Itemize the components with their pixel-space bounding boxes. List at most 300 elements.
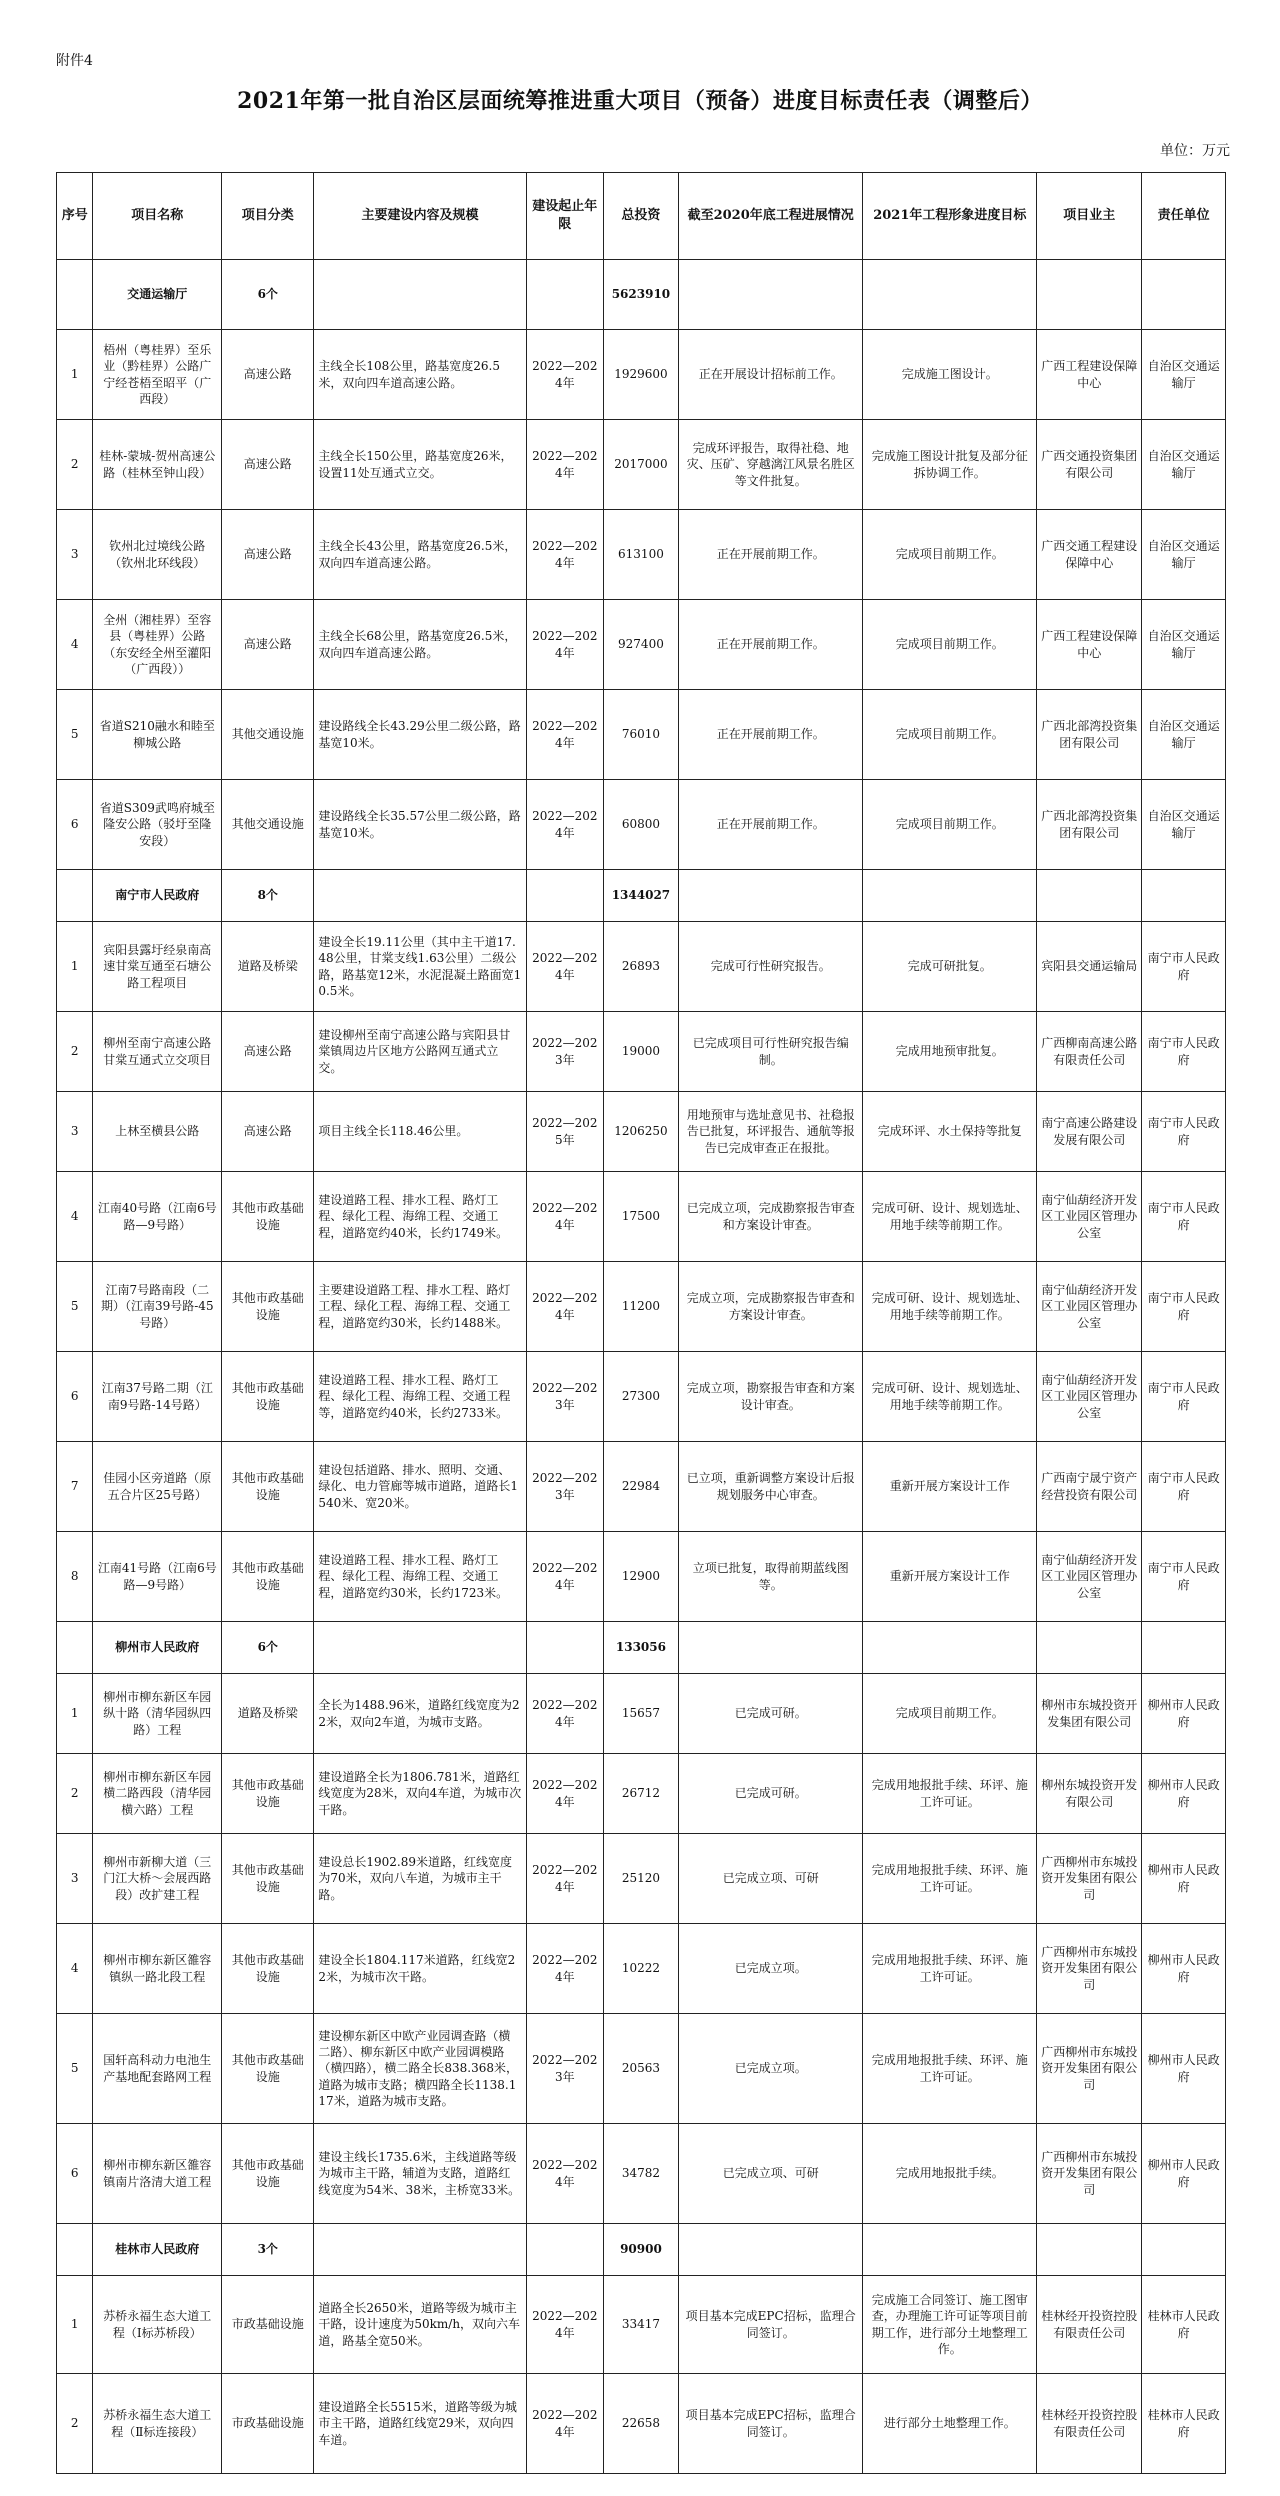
project-content: 主要建设道路工程、排水工程、路灯工程、绿化工程、海绵工程、交通工程，道路宽约30米，长约1488米。 bbox=[314, 1262, 526, 1352]
section-spacer bbox=[57, 2224, 93, 2276]
row-number: 4 bbox=[57, 600, 93, 690]
project-investment: 15657 bbox=[603, 1674, 678, 1754]
project-category: 其他市政基础设施 bbox=[222, 2124, 314, 2224]
project-category: 其他市政基础设施 bbox=[222, 1442, 314, 1532]
table-row bbox=[57, 1012, 1226, 1092]
table-row bbox=[57, 330, 1226, 420]
section-total: 133056 bbox=[603, 1622, 678, 1674]
project-target: 完成用地预审批复。 bbox=[863, 1012, 1037, 1092]
section-spacer bbox=[314, 260, 526, 330]
project-years: 2022—2023年 bbox=[526, 2014, 603, 2124]
project-content: 建设包括道路、排水、照明、交通、绿化、电力管廊等城市道路，道路长1540米、宽20米。 bbox=[314, 1442, 526, 1532]
table-body bbox=[57, 260, 1226, 2474]
project-progress: 已完成可研。 bbox=[678, 1754, 862, 1834]
responsible-unit: 自治区交通运输厅 bbox=[1142, 510, 1226, 600]
project-years: 2022—2024年 bbox=[526, 1754, 603, 1834]
section-spacer bbox=[1037, 2224, 1142, 2276]
project-content: 建设道路工程、排水工程、路灯工程、绿化工程、海绵工程、交通工程，道路宽约30米，长约1723米。 bbox=[314, 1532, 526, 1622]
project-years: 2022—2023年 bbox=[526, 1442, 603, 1532]
project-target: 完成项目前期工作。 bbox=[863, 690, 1037, 780]
section-spacer bbox=[863, 870, 1037, 922]
project-investment: 34782 bbox=[603, 2124, 678, 2224]
project-years: 2022—2024年 bbox=[526, 1674, 603, 1754]
responsible-unit: 南宁市人民政府 bbox=[1142, 1262, 1226, 1352]
project-content: 主线全长68公里，路基宽度26.5米，双向四车道高速公路。 bbox=[314, 600, 526, 690]
project-years: 2022—2024年 bbox=[526, 1172, 603, 1262]
project-owner: 广西北部湾投资集团有限公司 bbox=[1037, 690, 1142, 780]
project-name: 江南41号路（江南6号路—9号路） bbox=[93, 1532, 222, 1622]
section-spacer bbox=[57, 260, 93, 330]
section-name: 交通运输厅 bbox=[93, 260, 222, 330]
project-content: 建设道路工程、排水工程、路灯工程、绿化工程、海绵工程、交通工程，道路宽约40米，长约1749米。 bbox=[314, 1172, 526, 1262]
project-target: 完成项目前期工作。 bbox=[863, 510, 1037, 600]
section-spacer bbox=[1037, 870, 1142, 922]
section-total: 1344027 bbox=[603, 870, 678, 922]
responsible-unit: 自治区交通运输厅 bbox=[1142, 330, 1226, 420]
table-row bbox=[57, 1924, 1226, 2014]
project-name: 江南7号路南段（二期）（江南39号路-45号路） bbox=[93, 1262, 222, 1352]
table-row bbox=[57, 510, 1226, 600]
project-target: 完成环评、水土保持等批复 bbox=[863, 1092, 1037, 1172]
project-years: 2022—2024年 bbox=[526, 600, 603, 690]
project-progress: 完成可行性研究报告。 bbox=[678, 922, 862, 1012]
section-spacer bbox=[678, 1622, 862, 1674]
header-no: 序号 bbox=[57, 173, 93, 260]
project-category: 高速公路 bbox=[222, 420, 314, 510]
table-row bbox=[57, 1092, 1226, 1172]
project-name: 省道S210融水和睦至柳城公路 bbox=[93, 690, 222, 780]
project-name: 柳州市柳东新区车园横二路西段（清华园横六路）工程 bbox=[93, 1754, 222, 1834]
row-number: 7 bbox=[57, 1442, 93, 1532]
project-name: 江南37号路二期（江南9号路-14号路） bbox=[93, 1352, 222, 1442]
project-target: 完成施工图设计。 bbox=[863, 330, 1037, 420]
section-spacer bbox=[863, 1622, 1037, 1674]
responsible-unit: 自治区交通运输厅 bbox=[1142, 420, 1226, 510]
row-number: 1 bbox=[57, 330, 93, 420]
project-owner: 南宁仙葫经济开发区工业园区管理办公室 bbox=[1037, 1172, 1142, 1262]
row-number: 2 bbox=[57, 420, 93, 510]
project-progress: 完成立项，勘察报告审查和方案设计审查。 bbox=[678, 1352, 862, 1442]
project-name: 佳园小区旁道路（原五合片区25号路） bbox=[93, 1442, 222, 1532]
section-name: 柳州市人民政府 bbox=[93, 1622, 222, 1674]
section-spacer bbox=[314, 2224, 526, 2276]
project-target: 完成项目前期工作。 bbox=[863, 600, 1037, 690]
project-target: 完成项目前期工作。 bbox=[863, 1674, 1037, 1754]
project-category: 市政基础设施 bbox=[222, 2276, 314, 2374]
responsible-unit: 柳州市人民政府 bbox=[1142, 1834, 1226, 1924]
project-progress: 项目基本完成EPC招标，监理合同签订。 bbox=[678, 2374, 862, 2474]
section-total: 5623910 bbox=[603, 260, 678, 330]
project-content: 建设全长19.11公里（其中主干道17.48公里，甘棠支线1.63公里）二级公路，路基宽12米，水泥混凝土路面宽10.5米。 bbox=[314, 922, 526, 1012]
project-name: 江南40号路（江南6号路—9号路） bbox=[93, 1172, 222, 1262]
project-content: 建设柳东新区中欧产业园调查路（横二路）、柳东新区中欧产业园调模路（横四路），横二路全长838.368米，道路为城市支路；横四路全长1138.117米，道路为城市支路。 bbox=[314, 2014, 526, 2124]
section-spacer bbox=[526, 870, 603, 922]
project-category: 其他市政基础设施 bbox=[222, 1532, 314, 1622]
project-years: 2022—2024年 bbox=[526, 2276, 603, 2374]
project-category: 其他市政基础设施 bbox=[222, 1172, 314, 1262]
project-content: 建设路线全长35.57公里二级公路，路基宽10米。 bbox=[314, 780, 526, 870]
project-progress: 正在开展设计招标前工作。 bbox=[678, 330, 862, 420]
table-row bbox=[57, 2014, 1226, 2124]
row-number: 4 bbox=[57, 1924, 93, 2014]
project-progress: 已完成立项、可研 bbox=[678, 1834, 862, 1924]
project-category: 其他市政基础设施 bbox=[222, 1352, 314, 1442]
project-category: 其他市政基础设施 bbox=[222, 1754, 314, 1834]
project-progress: 项目基本完成EPC招标，监理合同签订。 bbox=[678, 2276, 862, 2374]
project-name: 钦州北过境线公路（钦州北环线段） bbox=[93, 510, 222, 600]
project-years: 2022—2024年 bbox=[526, 1924, 603, 2014]
project-target: 完成可研批复。 bbox=[863, 922, 1037, 1012]
project-investment: 17500 bbox=[603, 1172, 678, 1262]
project-name: 苏桥永福生态大道工程（Ⅰ标苏桥段） bbox=[93, 2276, 222, 2374]
project-name: 梧州（粤桂界）至乐业（黔桂界）公路广宁经苍梧至昭平（广西段） bbox=[93, 330, 222, 420]
project-category: 高速公路 bbox=[222, 600, 314, 690]
project-content: 建设全长1804.117米道路，红线宽22米，为城市次干路。 bbox=[314, 1924, 526, 2014]
row-number: 6 bbox=[57, 1352, 93, 1442]
row-number: 1 bbox=[57, 2276, 93, 2374]
responsible-unit: 南宁市人民政府 bbox=[1142, 1172, 1226, 1262]
project-years: 2022—2024年 bbox=[526, 1262, 603, 1352]
project-category: 其他市政基础设施 bbox=[222, 1924, 314, 2014]
responsible-unit: 南宁市人民政府 bbox=[1142, 922, 1226, 1012]
project-investment: 19000 bbox=[603, 1012, 678, 1092]
document-title: 2021年第一批自治区层面统筹推进重大项目（预备）进度目标责任表（调整后） bbox=[237, 88, 1043, 114]
project-content: 项目主线全长118.46公里。 bbox=[314, 1092, 526, 1172]
attachment-label: 附件4 bbox=[56, 53, 93, 69]
project-target: 重新开展方案设计工作 bbox=[863, 1442, 1037, 1532]
header-owner: 项目业主 bbox=[1037, 173, 1142, 260]
project-name: 柳州市新柳大道（三门江大桥～会展西路段）改扩建工程 bbox=[93, 1834, 222, 1924]
responsible-unit: 柳州市人民政府 bbox=[1142, 1674, 1226, 1754]
project-years: 2022—2024年 bbox=[526, 922, 603, 1012]
section-spacer bbox=[863, 2224, 1037, 2276]
project-years: 2022—2024年 bbox=[526, 690, 603, 780]
project-owner: 广西柳州市东城投资开发集团有限公司 bbox=[1037, 1834, 1142, 1924]
project-owner: 南宁仙葫经济开发区工业园区管理办公室 bbox=[1037, 1532, 1142, 1622]
project-target: 完成用地报批手续。 bbox=[863, 2124, 1037, 2224]
responsible-unit: 柳州市人民政府 bbox=[1142, 1754, 1226, 1834]
project-years: 2022—2024年 bbox=[526, 2124, 603, 2224]
project-owner: 广西柳州市东城投资开发集团有限公司 bbox=[1037, 2124, 1142, 2224]
row-number: 3 bbox=[57, 1092, 93, 1172]
project-name: 柳州市柳东新区雒容镇纵一路北段工程 bbox=[93, 1924, 222, 2014]
responsible-unit: 桂林市人民政府 bbox=[1142, 2276, 1226, 2374]
project-investment: 927400 bbox=[603, 600, 678, 690]
row-number: 5 bbox=[57, 690, 93, 780]
project-owner: 广西交通工程建设保障中心 bbox=[1037, 510, 1142, 600]
project-years: 2022—2024年 bbox=[526, 510, 603, 600]
unit-label: 单位：万元 bbox=[1160, 143, 1230, 159]
responsible-unit: 自治区交通运输厅 bbox=[1142, 600, 1226, 690]
section-spacer bbox=[526, 260, 603, 330]
project-owner: 广西柳南高速公路有限责任公司 bbox=[1037, 1012, 1142, 1092]
section-count: 3个 bbox=[222, 2224, 314, 2276]
project-category: 其他市政基础设施 bbox=[222, 1262, 314, 1352]
project-name: 桂林-蒙城-贺州高速公路（桂林至钟山段） bbox=[93, 420, 222, 510]
project-table bbox=[56, 172, 1226, 2474]
project-owner: 广西柳州市东城投资开发集团有限公司 bbox=[1037, 2014, 1142, 2124]
project-content: 建设路线全长43.29公里二级公路，路基宽10米。 bbox=[314, 690, 526, 780]
project-target: 完成施工合同签订、施工图审查，办理施工许可证等项目前期工作，进行部分土地整理工作。 bbox=[863, 2276, 1037, 2374]
section-spacer bbox=[314, 870, 526, 922]
table-row bbox=[57, 420, 1226, 510]
section-row bbox=[57, 2224, 1226, 2276]
project-years: 2022—2024年 bbox=[526, 2374, 603, 2474]
section-row bbox=[57, 1622, 1226, 1674]
header-category: 项目分类 bbox=[222, 173, 314, 260]
project-years: 2022—2025年 bbox=[526, 1092, 603, 1172]
row-number: 1 bbox=[57, 1674, 93, 1754]
project-target: 完成用地报批手续、环评、施工许可证。 bbox=[863, 1924, 1037, 2014]
project-investment: 27300 bbox=[603, 1352, 678, 1442]
row-number: 3 bbox=[57, 510, 93, 600]
section-spacer bbox=[678, 870, 862, 922]
project-target: 进行部分土地整理工作。 bbox=[863, 2374, 1037, 2474]
project-category: 其他交通设施 bbox=[222, 780, 314, 870]
section-row bbox=[57, 870, 1226, 922]
project-investment: 76010 bbox=[603, 690, 678, 780]
project-years: 2022—2024年 bbox=[526, 330, 603, 420]
table-row bbox=[57, 1674, 1226, 1754]
project-name: 柳州市柳东新区车园纵十路（清华园纵四路）工程 bbox=[93, 1674, 222, 1754]
project-owner: 广西柳州市东城投资开发集团有限公司 bbox=[1037, 1924, 1142, 2014]
project-category: 高速公路 bbox=[222, 510, 314, 600]
responsible-unit: 自治区交通运输厅 bbox=[1142, 690, 1226, 780]
row-number: 4 bbox=[57, 1172, 93, 1262]
section-spacer bbox=[526, 2224, 603, 2276]
section-spacer bbox=[1037, 260, 1142, 330]
responsible-unit: 柳州市人民政府 bbox=[1142, 2014, 1226, 2124]
section-spacer bbox=[1142, 260, 1226, 330]
responsible-unit: 桂林市人民政府 bbox=[1142, 2374, 1226, 2474]
project-category: 高速公路 bbox=[222, 1012, 314, 1092]
project-name: 柳州市柳东新区雒容镇南片洛清大道工程 bbox=[93, 2124, 222, 2224]
project-investment: 22658 bbox=[603, 2374, 678, 2474]
project-owner: 南宁仙葫经济开发区工业园区管理办公室 bbox=[1037, 1352, 1142, 1442]
project-progress: 正在开展前期工作。 bbox=[678, 510, 862, 600]
row-number: 5 bbox=[57, 1262, 93, 1352]
section-row bbox=[57, 260, 1226, 330]
project-investment: 33417 bbox=[603, 2276, 678, 2374]
row-number: 2 bbox=[57, 1754, 93, 1834]
project-target: 完成可研、设计、规划选址、用地手续等前期工作。 bbox=[863, 1172, 1037, 1262]
project-content: 建设主线长1735.6米，主线道路等级为城市主干路，辅道为支路，道路红线宽度为54米、38米，主桥宽33米。 bbox=[314, 2124, 526, 2224]
project-investment: 2017000 bbox=[603, 420, 678, 510]
project-content: 主线全长43公里，路基宽度26.5米，双向四车道高速公路。 bbox=[314, 510, 526, 600]
section-count: 6个 bbox=[222, 1622, 314, 1674]
project-category: 市政基础设施 bbox=[222, 2374, 314, 2474]
project-content: 建设道路工程、排水工程、路灯工程、绿化工程、海绵工程、交通工程等，道路宽约40米，长约2733米。 bbox=[314, 1352, 526, 1442]
project-target: 完成施工图设计批复及部分征拆协调工作。 bbox=[863, 420, 1037, 510]
project-owner: 桂林经开投资控股有限责任公司 bbox=[1037, 2374, 1142, 2474]
project-target: 完成可研、设计、规划选址、用地手续等前期工作。 bbox=[863, 1352, 1037, 1442]
header-years: 建设起止年限 bbox=[526, 173, 603, 260]
project-progress: 正在开展前期工作。 bbox=[678, 780, 862, 870]
responsible-unit: 南宁市人民政府 bbox=[1142, 1092, 1226, 1172]
project-years: 2022—2024年 bbox=[526, 1532, 603, 1622]
project-investment: 60800 bbox=[603, 780, 678, 870]
project-content: 建设道路全长5515米，道路等级为城市主干路，道路红线宽29米，双向四车道。 bbox=[314, 2374, 526, 2474]
project-investment: 26712 bbox=[603, 1754, 678, 1834]
responsible-unit: 柳州市人民政府 bbox=[1142, 2124, 1226, 2224]
project-name: 上林至横县公路 bbox=[93, 1092, 222, 1172]
section-spacer bbox=[863, 260, 1037, 330]
project-name: 全州（湘桂界）至容县（粤桂界）公路（东安经全州至灌阳（广西段）） bbox=[93, 600, 222, 690]
project-owner: 广西工程建设保障中心 bbox=[1037, 600, 1142, 690]
project-progress: 已完成项目可行性研究报告编制。 bbox=[678, 1012, 862, 1092]
project-category: 其他交通设施 bbox=[222, 690, 314, 780]
section-spacer bbox=[526, 1622, 603, 1674]
project-name: 宾阳县露圩经泉南高速甘棠互通至石塘公路工程项目 bbox=[93, 922, 222, 1012]
responsible-unit: 自治区交通运输厅 bbox=[1142, 780, 1226, 870]
project-investment: 22984 bbox=[603, 1442, 678, 1532]
table-row bbox=[57, 1262, 1226, 1352]
project-owner: 桂林经开投资控股有限责任公司 bbox=[1037, 2276, 1142, 2374]
project-target: 完成用地报批手续、环评、施工许可证。 bbox=[863, 1754, 1037, 1834]
row-number: 2 bbox=[57, 1012, 93, 1092]
project-investment: 12900 bbox=[603, 1532, 678, 1622]
project-investment: 11200 bbox=[603, 1262, 678, 1352]
project-target: 完成可研、设计、规划选址、用地手续等前期工作。 bbox=[863, 1262, 1037, 1352]
header-target: 2021年工程形象进度目标 bbox=[863, 173, 1037, 260]
table-row bbox=[57, 2374, 1226, 2474]
header-content: 主要建设内容及规模 bbox=[314, 173, 526, 260]
project-category: 道路及桥梁 bbox=[222, 922, 314, 1012]
responsible-unit: 南宁市人民政府 bbox=[1142, 1532, 1226, 1622]
project-content: 建设柳州至南宁高速公路与宾阳县甘棠镇周边片区地方公路网互通式立交。 bbox=[314, 1012, 526, 1092]
table-row bbox=[57, 1834, 1226, 1924]
project-progress: 已完成立项。 bbox=[678, 2014, 862, 2124]
row-number: 6 bbox=[57, 2124, 93, 2224]
project-owner: 宾阳县交通运输局 bbox=[1037, 922, 1142, 1012]
project-owner: 南宁仙葫经济开发区工业园区管理办公室 bbox=[1037, 1262, 1142, 1352]
project-years: 2022—2024年 bbox=[526, 780, 603, 870]
project-progress: 已完成立项。 bbox=[678, 1924, 862, 2014]
project-years: 2022—2024年 bbox=[526, 420, 603, 510]
section-spacer bbox=[1142, 2224, 1226, 2276]
project-target: 完成用地报批手续、环评、施工许可证。 bbox=[863, 1834, 1037, 1924]
row-number: 8 bbox=[57, 1532, 93, 1622]
section-spacer bbox=[678, 260, 862, 330]
project-progress: 用地预审与选址意见书、社稳报告已批复，环评报告、通航等报告已完成审查正在报批。 bbox=[678, 1092, 862, 1172]
table-row bbox=[57, 1754, 1226, 1834]
responsible-unit: 柳州市人民政府 bbox=[1142, 1924, 1226, 2014]
project-progress: 立项已批复，取得前期蓝线图等。 bbox=[678, 1532, 862, 1622]
section-spacer bbox=[314, 1622, 526, 1674]
project-name: 国轩高科动力电池生产基地配套路网工程 bbox=[93, 2014, 222, 2124]
section-spacer bbox=[1142, 1622, 1226, 1674]
responsible-unit: 南宁市人民政府 bbox=[1142, 1442, 1226, 1532]
project-name: 苏桥永福生态大道工程（Ⅱ标连接段） bbox=[93, 2374, 222, 2474]
table-row bbox=[57, 1172, 1226, 1262]
project-investment: 26893 bbox=[603, 922, 678, 1012]
project-progress: 完成环评报告，取得社稳、地灾、压矿、穿越漓江风景名胜区等文件批复。 bbox=[678, 420, 862, 510]
project-owner: 南宁高速公路建设发展有限公司 bbox=[1037, 1092, 1142, 1172]
project-investment: 613100 bbox=[603, 510, 678, 600]
section-name: 桂林市人民政府 bbox=[93, 2224, 222, 2276]
project-name: 柳州至南宁高速公路甘棠互通式立交项目 bbox=[93, 1012, 222, 1092]
header-investment: 总投资 bbox=[603, 173, 678, 260]
project-progress: 已完成可研。 bbox=[678, 1674, 862, 1754]
project-owner: 广西北部湾投资集团有限公司 bbox=[1037, 780, 1142, 870]
section-name: 南宁市人民政府 bbox=[93, 870, 222, 922]
header-progress: 截至2020年底工程进展情况 bbox=[678, 173, 862, 260]
project-investment: 1929600 bbox=[603, 330, 678, 420]
project-owner: 广西南宁晟宁资产经营投资有限公司 bbox=[1037, 1442, 1142, 1532]
project-category: 道路及桥梁 bbox=[222, 1674, 314, 1754]
project-progress: 正在开展前期工作。 bbox=[678, 690, 862, 780]
project-years: 2022—2023年 bbox=[526, 1352, 603, 1442]
section-spacer bbox=[1037, 1622, 1142, 1674]
table-row bbox=[57, 1442, 1226, 1532]
table-row bbox=[57, 2276, 1226, 2374]
project-target: 完成项目前期工作。 bbox=[863, 780, 1037, 870]
section-total: 90900 bbox=[603, 2224, 678, 2276]
project-owner: 广西交通投资集团有限公司 bbox=[1037, 420, 1142, 510]
table-row bbox=[57, 600, 1226, 690]
table-row bbox=[57, 780, 1226, 870]
row-number: 2 bbox=[57, 2374, 93, 2474]
table-row bbox=[57, 1532, 1226, 1622]
project-years: 2022—2023年 bbox=[526, 1012, 603, 1092]
project-content: 建设道路全长为1806.781米，道路红线宽度为28米，双向4车道，为城市次干路。 bbox=[314, 1754, 526, 1834]
row-number: 6 bbox=[57, 780, 93, 870]
header-responsible-unit: 责任单位 bbox=[1142, 173, 1226, 260]
project-category: 其他市政基础设施 bbox=[222, 1834, 314, 1924]
responsible-unit: 南宁市人民政府 bbox=[1142, 1352, 1226, 1442]
section-count: 6个 bbox=[222, 260, 314, 330]
project-content: 全长为1488.96米，道路红线宽度为22米，双向2车道，为城市支路。 bbox=[314, 1674, 526, 1754]
project-name: 省道S309武鸣府城至隆安公路（驳圩至隆安段） bbox=[93, 780, 222, 870]
project-investment: 20563 bbox=[603, 2014, 678, 2124]
section-spacer bbox=[57, 1622, 93, 1674]
project-category: 高速公路 bbox=[222, 330, 314, 420]
section-spacer bbox=[57, 870, 93, 922]
table-row bbox=[57, 922, 1226, 1012]
project-category: 其他市政基础设施 bbox=[222, 2014, 314, 2124]
row-number: 5 bbox=[57, 2014, 93, 2124]
project-content: 主线全长108公里，路基宽度26.5米，双向四车道高速公路。 bbox=[314, 330, 526, 420]
project-progress: 已立项，重新调整方案设计后报规划服务中心审查。 bbox=[678, 1442, 862, 1532]
project-target: 完成用地报批手续、环评、施工许可证。 bbox=[863, 2014, 1037, 2124]
project-category: 高速公路 bbox=[222, 1092, 314, 1172]
table-row bbox=[57, 2124, 1226, 2224]
project-years: 2022—2024年 bbox=[526, 1834, 603, 1924]
project-owner: 广西工程建设保障中心 bbox=[1037, 330, 1142, 420]
project-progress: 已完成立项，完成勘察报告审查和方案设计审查。 bbox=[678, 1172, 862, 1262]
project-investment: 1206250 bbox=[603, 1092, 678, 1172]
project-content: 主线全长150公里，路基宽度26米，设置11处互通式立交。 bbox=[314, 420, 526, 510]
table-row bbox=[57, 690, 1226, 780]
section-spacer bbox=[678, 2224, 862, 2276]
table-header-row bbox=[57, 173, 1226, 260]
project-investment: 25120 bbox=[603, 1834, 678, 1924]
section-count: 8个 bbox=[222, 870, 314, 922]
project-owner: 柳州市东城投资开发集团有限公司 bbox=[1037, 1674, 1142, 1754]
row-number: 3 bbox=[57, 1834, 93, 1924]
header-name: 项目名称 bbox=[93, 173, 222, 260]
project-owner: 柳州东城投资开发有限公司 bbox=[1037, 1754, 1142, 1834]
responsible-unit: 南宁市人民政府 bbox=[1142, 1012, 1226, 1092]
project-target: 重新开展方案设计工作 bbox=[863, 1532, 1037, 1622]
project-content: 道路全长2650米，道路等级为城市主干路，设计速度为50km/h，双向六车道，路基全宽50米。 bbox=[314, 2276, 526, 2374]
project-progress: 完成立项，完成勘察报告审查和方案设计审查。 bbox=[678, 1262, 862, 1352]
project-progress: 已完成立项、可研 bbox=[678, 2124, 862, 2224]
project-progress: 正在开展前期工作。 bbox=[678, 600, 862, 690]
row-number: 1 bbox=[57, 922, 93, 1012]
table-row bbox=[57, 1352, 1226, 1442]
project-content: 建设总长1902.89米道路，红线宽度为70米，双向八车道，为城市主干路。 bbox=[314, 1834, 526, 1924]
